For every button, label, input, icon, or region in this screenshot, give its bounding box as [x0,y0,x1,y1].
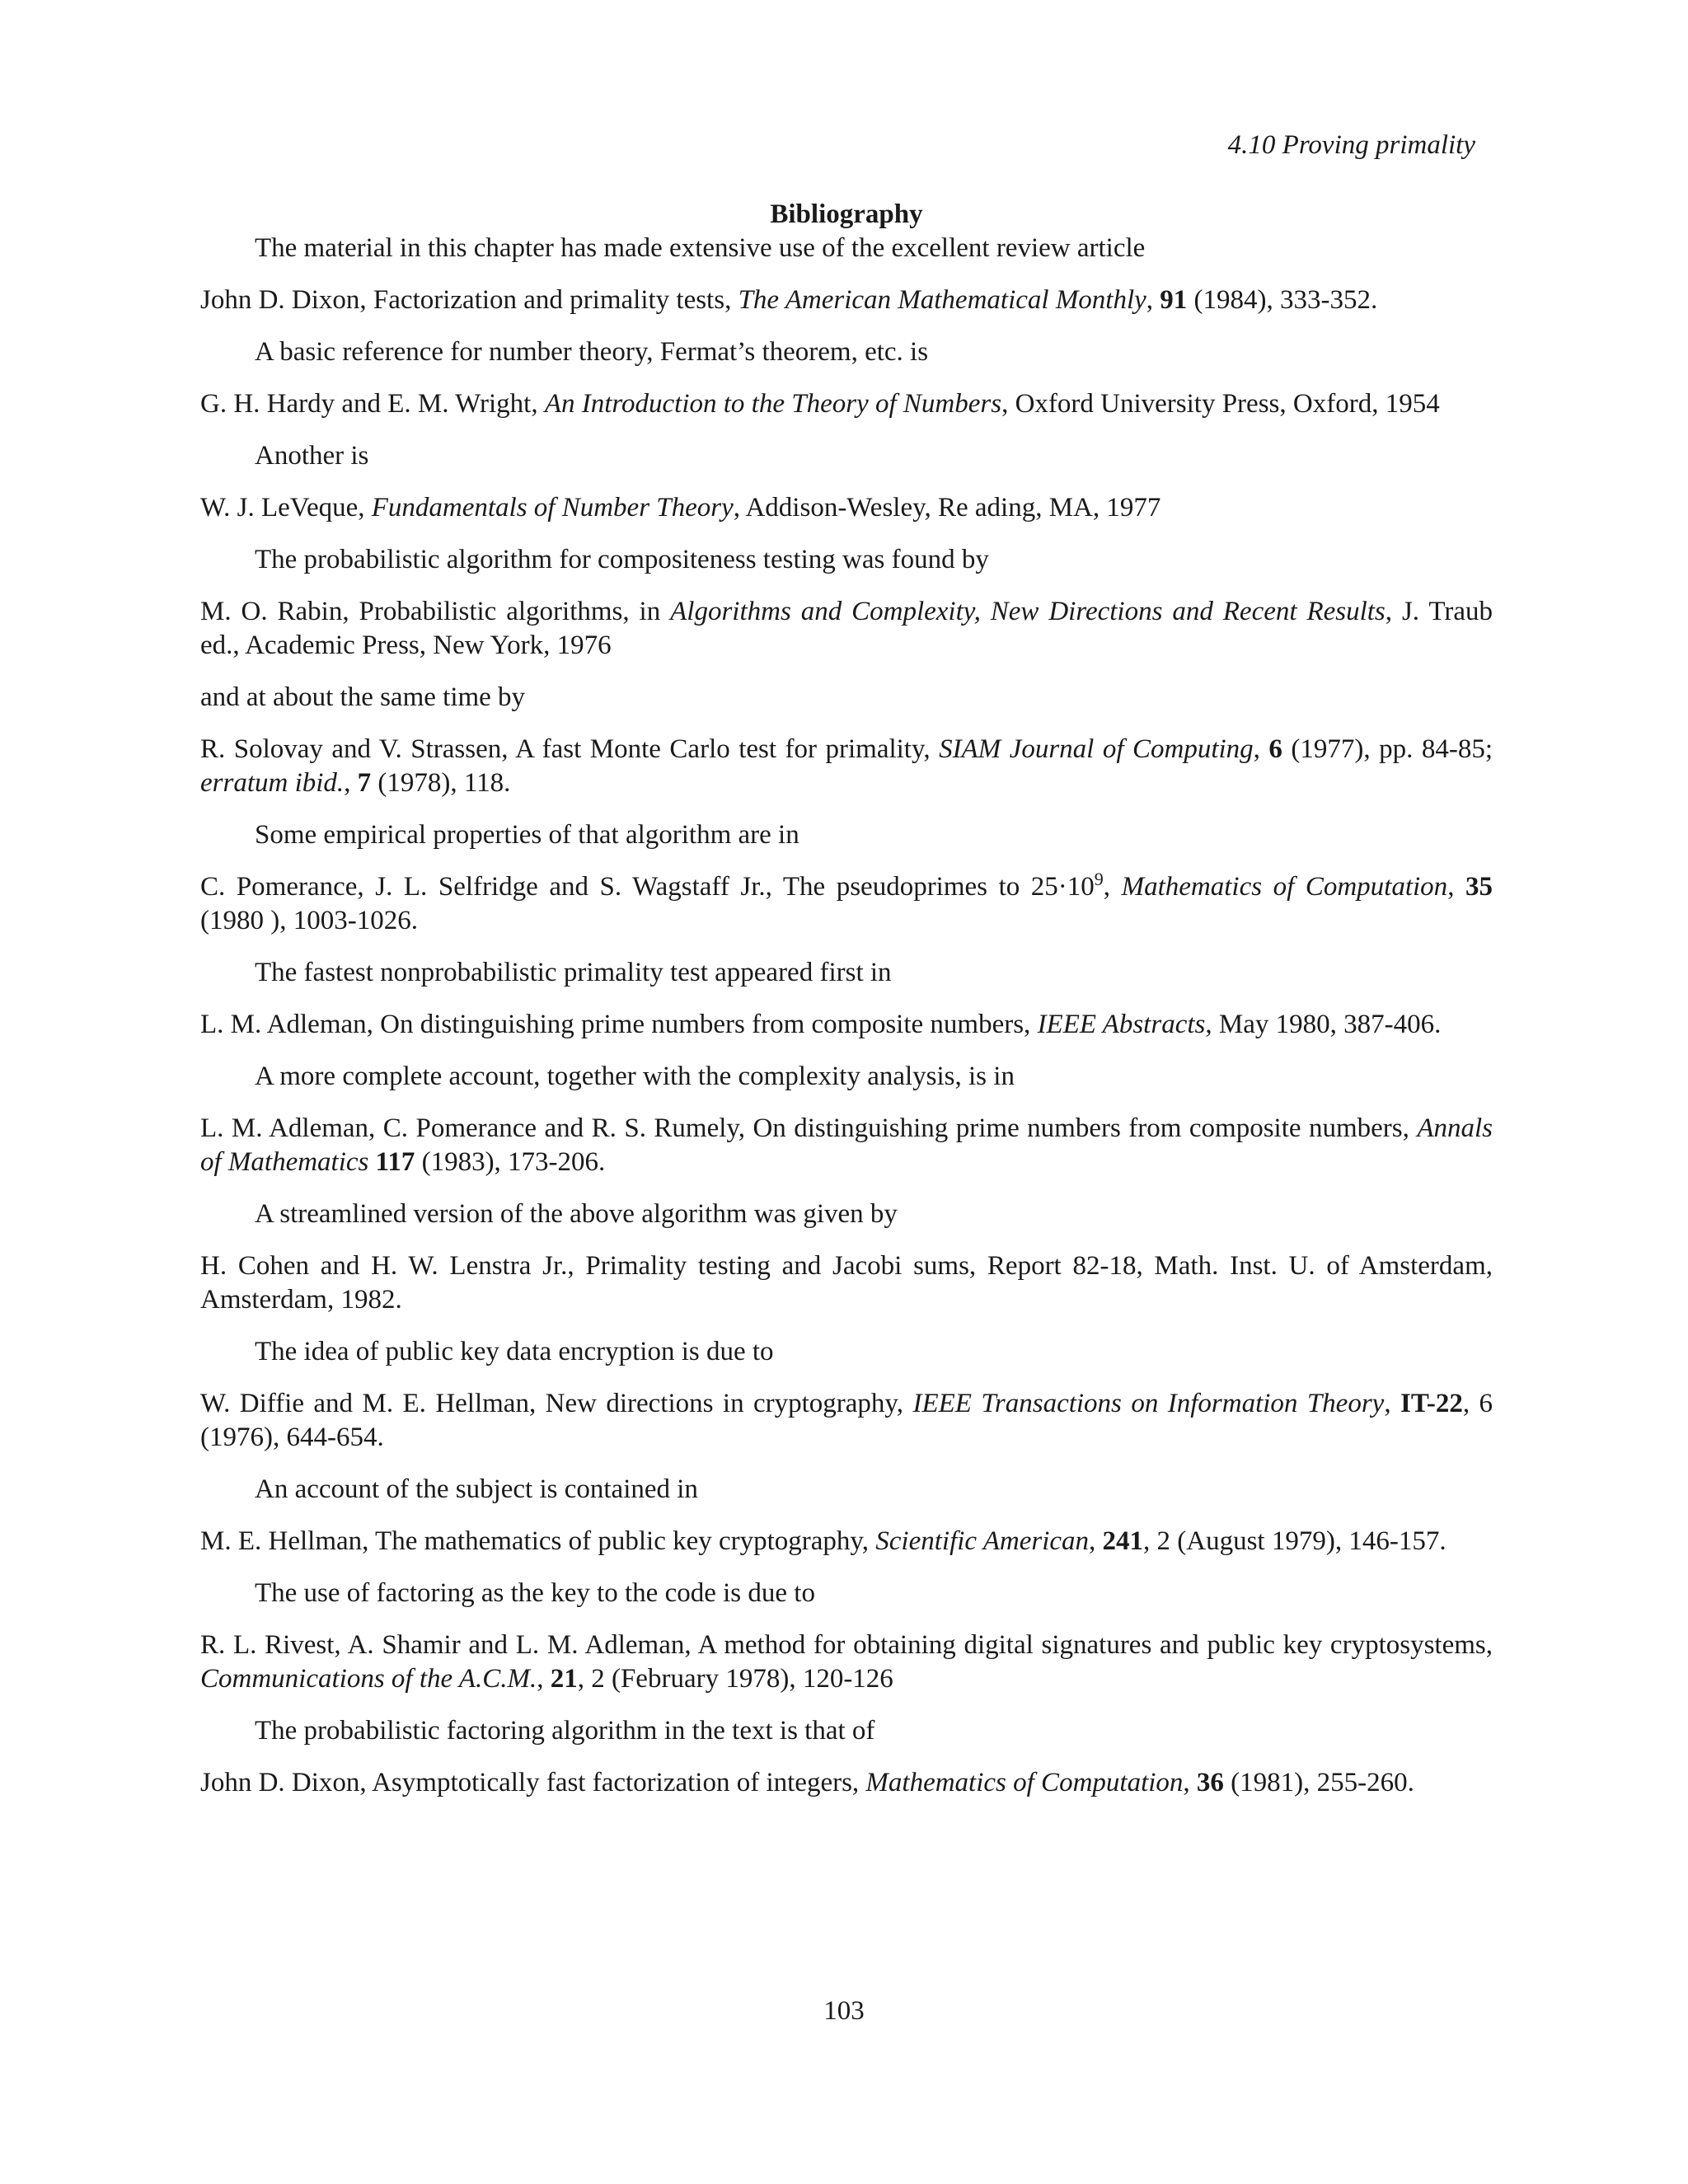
reference-entry [200,733,1493,800]
italic-title-text: Scientific American [875,1526,1090,1556]
italic-title-text: Communications of the A.C.M. [200,1664,537,1694]
text-run: (1977), pp. 84-85; [1282,734,1493,764]
text-run: G. H. Hardy and E. M. Wright, [200,389,545,419]
reference-entry [200,284,1493,317]
reference-entry [200,491,1493,525]
text-run: , [1253,734,1269,764]
text-run: (1981), 255-260. [1223,1768,1414,1797]
text-run: Some empirical properties of that algorithm are in [255,820,799,850]
intro-paragraph [200,818,1493,852]
volume-number: 7 [357,768,372,798]
text-run: , [1183,1768,1197,1797]
text-run: H. Cohen and H. W. Lenstra Jr., Primality testing and Jacobi sums, Report 82-18, Math. Inst. U. of Amsterdam, Amsterdam, 1982. [200,1251,1493,1315]
paragraph-spacer [200,1507,1493,1525]
reference-entry [200,1525,1493,1558]
paragraph-spacer [200,715,1493,733]
paragraph-spacer [200,525,1493,543]
bibliography-section [200,198,1493,1800]
text-run: C. Pomerance, J. L. Selfridge and S. Wagstaff Jr., The pseudoprimes to 25·10 [200,872,1095,902]
paragraph-spacer [200,1748,1493,1766]
italic-title-text: IEEE Transactions on Information Theory [912,1389,1385,1418]
text-run: (1983), 173-206. [415,1147,606,1177]
reference-entry [200,1766,1493,1800]
italic-title-text: Mathematics of Computation [1121,872,1448,902]
text-run: , [1089,1526,1103,1556]
superscript: 9 [1094,869,1104,889]
text-run: L. M. Adleman, On distinguishing prime numbers from composite numbers, [200,1010,1038,1039]
reference-entry [200,595,1493,663]
text-run: M. O. Rabin, Probabilistic algorithms, in [200,597,671,626]
text-run: John D. Dixon, Factorization and primality tests, [200,285,738,315]
reference-entry [200,681,1493,715]
text-run: , [1447,872,1465,902]
paragraph-spacer [200,800,1493,818]
paragraph-spacer [200,663,1493,681]
paragraph-spacer [200,1231,1493,1249]
paragraph-spacer [200,1179,1493,1197]
text-run: , J. Traub ed., Academic Press, New York, 1976 [200,597,1493,660]
paragraph-spacer [200,1094,1493,1112]
intro-paragraph [200,439,1493,473]
text-run: , 6 (1976), 644-654. [200,1389,1493,1452]
text-run: , [537,1664,551,1694]
bibliography-body [200,232,1493,1800]
text-run: The use of factoring as the key to the code is due to [255,1578,815,1608]
paragraph-spacer [200,1558,1493,1577]
intro-paragraph [200,1714,1493,1748]
paragraph-spacer [200,369,1493,387]
text-run: , 2 (February 1978), 120-126 [577,1664,893,1694]
reference-entry [200,387,1493,421]
volume-number: IT-22 [1400,1389,1463,1418]
intro-paragraph [200,956,1493,990]
reference-entry [200,1112,1493,1179]
italic-title-text: SIAM Journal of Computing [939,734,1254,764]
paragraph-spacer [200,990,1493,1008]
text-run: A more complete account, together with the complexity analysis, is in [255,1062,1015,1091]
italic-title-text: Annals of Mathematics [200,1113,1493,1177]
italic-title-text: The American Mathematical Monthly [738,285,1146,315]
text-run: , Oxford University Press, Oxford, 1954 [1001,389,1440,419]
text-run: W. J. LeVeque, [200,493,372,523]
italic-title-text: Mathematics of Computation [865,1768,1184,1797]
text-run: L. M. Adleman, C. Pomerance and R. S. Rumely, On distinguishing prime numbers from composite numbers, [200,1113,1418,1143]
page-number: 103 [823,1996,865,2026]
text-run: An account of the subject is contained in [255,1474,698,1504]
text-run: , 2 (August 1979), 146-157. [1143,1526,1447,1556]
text-run: Another is [255,441,369,471]
text-run: The fastest nonprobabilistic primality test appeared first in [255,958,892,987]
italic-title-text: Fundamentals of Number Theory [371,493,734,523]
text-run: R. L. Rivest, A. Shamir and L. M. Adleman, A method for obtaining digital signatures and public key cryptosystems, [200,1630,1493,1660]
text-run: The probabilistic factoring algorithm in the text is that of [255,1716,875,1746]
text-run: , [1103,872,1122,902]
reference-entry [200,1629,1493,1696]
text-run: , May 1980, 387-406. [1205,1010,1442,1039]
paragraph-spacer [200,1610,1493,1629]
text-run: R. Solovay and V. Strassen, A fast Monte Carlo test for primality, [200,734,940,764]
reference-entry [200,1008,1493,1042]
text-run: , [1146,285,1160,315]
running-head: 4.10 Proving primality [1227,130,1475,160]
volume-number: 117 [375,1147,415,1177]
italic-title-text: IEEE Abstracts [1037,1010,1206,1039]
paragraph-spacer [200,852,1493,870]
paragraph-spacer [200,1455,1493,1473]
italic-title-text: An Introduction to the Theory of Numbers [544,389,1002,419]
intro-paragraph [200,543,1493,577]
italic-title-text: Algorithms and Complexity, New Directions and Recent Results [670,597,1386,626]
text-run: A basic reference for number theory, Fermat’s theorem, etc. is [255,337,929,367]
reference-entry [200,870,1493,938]
volume-number: 91 [1160,285,1188,315]
text-run: , [344,768,358,798]
paragraph-spacer [200,1369,1493,1387]
text-run: A streamlined version of the above algorithm was given by [255,1199,898,1229]
text-run: , [1384,1389,1400,1418]
text-run: M. E. Hellman, The mathematics of public key cryptography, [200,1526,876,1556]
paragraph-spacer [200,265,1493,284]
text-run: John D. Dixon, Asymptotically fast factorization of integers, [200,1768,866,1797]
volume-number: 241 [1102,1526,1144,1556]
text-run: The probabilistic algorithm for compositeness testing was found by [255,545,989,574]
volume-number: 35 [1465,872,1493,902]
paragraph-spacer [200,473,1493,491]
intro-paragraph [200,1335,1493,1369]
paragraph-spacer [200,1317,1493,1335]
text-run: W. Diffie and M. E. Hellman, New directions in cryptography, [200,1389,913,1418]
text-run: , Addison-Wesley, Re ading, MA, 1977 [733,493,1161,523]
volume-number: 6 [1268,734,1282,764]
paragraph-spacer [200,317,1493,335]
paragraph-spacer [200,1042,1493,1060]
text-run: The idea of public key data encryption is due to [255,1337,774,1366]
text-run: (1984), 333-352. [1187,285,1378,315]
italic-title-text: erratum ibid. [200,768,345,798]
paragraph-spacer [200,421,1493,439]
paragraph-spacer [200,1696,1493,1714]
paragraph-spacer [200,577,1493,595]
intro-paragraph [200,1060,1493,1094]
reference-entry [200,1387,1493,1455]
paragraph-spacer [200,938,1493,956]
intro-paragraph [200,232,1493,265]
intro-paragraph [200,1577,1493,1610]
volume-number: 21 [550,1664,578,1694]
text-run: and at about the same time by [200,682,526,712]
reference-entry [200,1249,1493,1317]
text-run [368,1147,375,1177]
text-run: The material in this chapter has made extensive use of the excellent review article [255,233,1146,263]
text-run: (1978), 118. [371,768,511,798]
volume-number: 36 [1196,1768,1224,1797]
intro-paragraph [200,335,1493,369]
intro-paragraph [200,1197,1493,1231]
text-run: (1980 ), 1003-1026. [200,906,418,935]
section-title: Bibliography [770,199,923,229]
intro-paragraph [200,1473,1493,1507]
